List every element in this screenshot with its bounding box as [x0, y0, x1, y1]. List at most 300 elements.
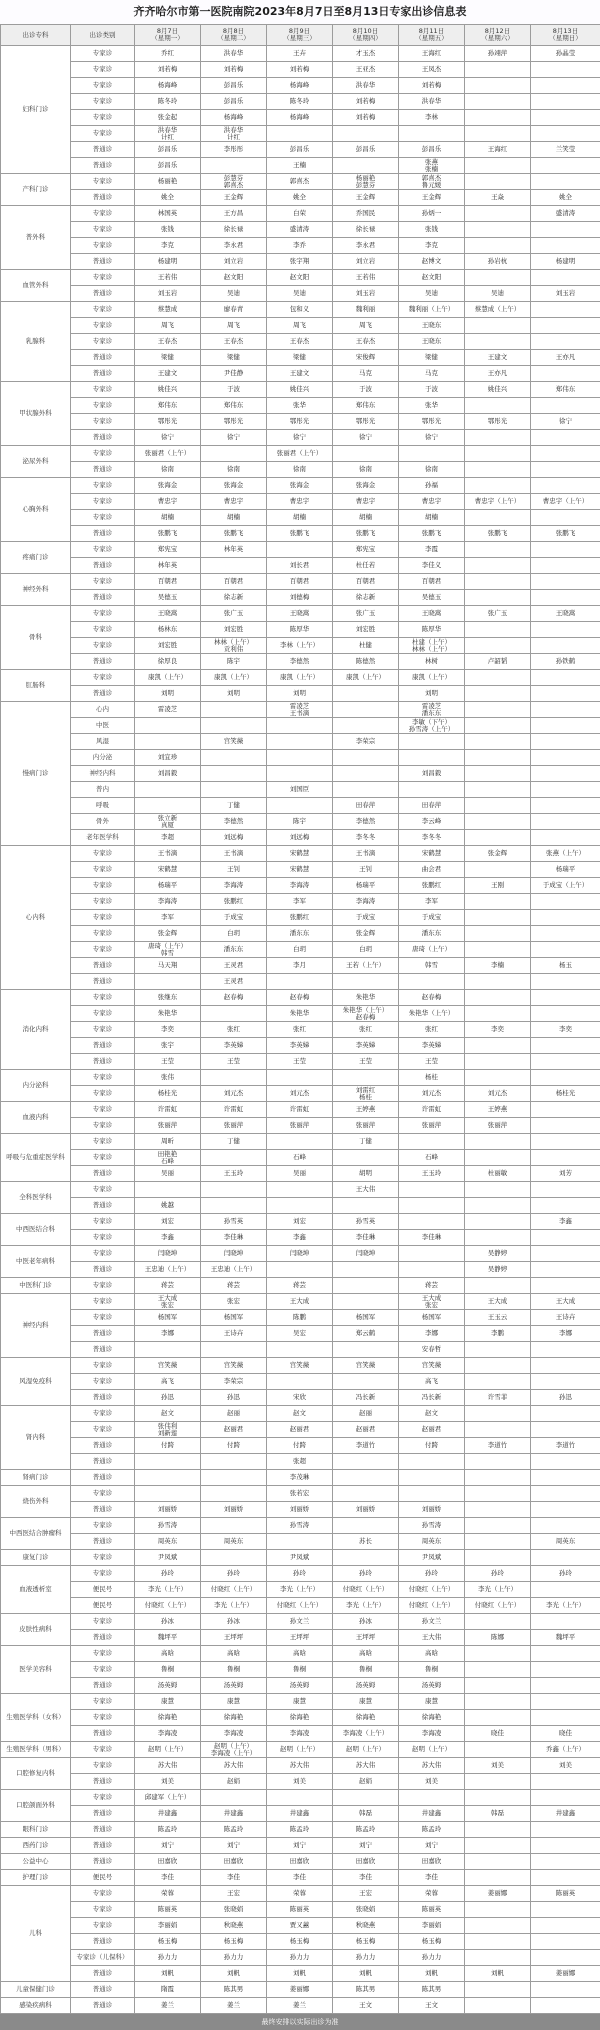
doctor-cell: [135, 782, 201, 798]
schedule-row: [1, 670, 600, 686]
doctor-cell: [465, 1854, 531, 1870]
doctor-cell: 白玥: [201, 926, 267, 942]
doctor-cell: 周飞: [267, 318, 333, 334]
doctor-cell: 李军: [399, 894, 465, 910]
schedule-row: [1, 1486, 600, 1502]
header-date: 8月7日: [135, 28, 200, 35]
doctor-cell: 孙炳一: [399, 206, 465, 222]
schedule-row: [1, 1662, 600, 1678]
doctor-cell: [531, 446, 600, 462]
doctor-cell: 刘宁: [201, 1838, 267, 1854]
doctor-cell: 蒋芸: [135, 1278, 201, 1294]
visit-type: 专家诊: [71, 1118, 135, 1134]
header-day: [135, 25, 201, 46]
doctor-cell: 林林（上午） 贡利伟: [201, 638, 267, 654]
doctor-cell: 陈厚华: [267, 622, 333, 638]
doctor-cell: 张鹏飞: [531, 526, 600, 542]
doctor-cell: 魏坪平: [531, 1630, 600, 1646]
doctor-cell: 李海凌（上午）: [333, 1726, 399, 1742]
doctor-cell: 李冬冬: [399, 830, 465, 846]
doctor-cell: [333, 1486, 399, 1502]
header-date: 8月12日: [465, 28, 530, 35]
doctor-cell: 孙冰: [135, 1614, 201, 1630]
schedule-row: [1, 174, 600, 190]
schedule-row: [1, 238, 600, 254]
doctor-cell: 孙玲: [399, 1566, 465, 1582]
doctor-cell: 吴静婷: [465, 1262, 531, 1278]
doctor-cell: 姚全: [267, 190, 333, 206]
doctor-cell: 付跨: [201, 1438, 267, 1454]
doctor-cell: 郑云鹤: [333, 1326, 399, 1342]
doctor-cell: 王海红: [465, 142, 531, 158]
doctor-cell: 魏坪平: [135, 1630, 201, 1646]
doctor-cell: 雷凌芝 王书滴: [267, 702, 333, 718]
doctor-cell: 刘若梅: [333, 110, 399, 126]
doctor-cell: [531, 1982, 600, 1998]
visit-type: 专家诊: [71, 46, 135, 62]
doctor-cell: 周英东: [399, 1534, 465, 1550]
doctor-cell: 张鹏飞: [333, 526, 399, 542]
visit-type: 普通诊: [71, 1838, 135, 1854]
doctor-cell: [531, 558, 600, 574]
doctor-cell: 洪春华 计红: [201, 126, 267, 142]
doctor-cell: [465, 926, 531, 942]
doctor-cell: 彭昌乐: [135, 142, 201, 158]
doctor-cell: 鄂彤光: [399, 414, 465, 430]
doctor-cell: 李海涛: [201, 878, 267, 894]
doctor-cell: 曹忠宇: [201, 494, 267, 510]
doctor-cell: 康凯（上午）: [267, 670, 333, 686]
doctor-cell: [465, 270, 531, 286]
schedule-row: [1, 606, 600, 622]
doctor-cell: 尹凤斌: [267, 1550, 333, 1566]
doctor-cell: 孙玲: [465, 1566, 531, 1582]
doctor-cell: 宋鹤慧: [135, 862, 201, 878]
schedule-row: [1, 478, 600, 494]
department-name: 风湿免疫科: [1, 1358, 71, 1406]
schedule-row: [1, 1534, 600, 1550]
doctor-cell: [531, 1278, 600, 1294]
doctor-cell: [465, 910, 531, 926]
doctor-cell: [465, 1678, 531, 1694]
doctor-cell: 赵娟: [201, 1774, 267, 1790]
department-name: 儿童保健门诊: [1, 1982, 71, 1998]
doctor-cell: 王婷燕: [333, 1102, 399, 1118]
doctor-cell: [399, 1134, 465, 1150]
doctor-cell: [267, 1262, 333, 1278]
doctor-cell: 百朝君: [399, 574, 465, 590]
department-name: 神经内科: [1, 1294, 71, 1358]
visit-type: 便民号: [71, 1598, 135, 1614]
doctor-cell: 田春萍: [333, 798, 399, 814]
doctor-cell: 刘玉岩: [135, 286, 201, 302]
visit-type: 专家诊: [71, 1070, 135, 1086]
doctor-cell: 赵丽君: [267, 1422, 333, 1438]
doctor-cell: 王玉云: [465, 1310, 531, 1326]
visit-type: 专家诊: [71, 1902, 135, 1918]
doctor-cell: 李丽娟: [135, 1918, 201, 1934]
doctor-cell: [333, 1790, 399, 1806]
schedule-row: [1, 318, 600, 334]
doctor-cell: 徐长禄: [333, 222, 399, 238]
doctor-cell: 廖春青: [201, 302, 267, 318]
doctor-cell: 姜丽娜: [267, 1982, 333, 1998]
doctor-cell: 王晓嵩: [267, 606, 333, 622]
visit-type: 专家诊: [71, 574, 135, 590]
doctor-cell: 王钊: [333, 862, 399, 878]
doctor-cell: [465, 462, 531, 478]
doctor-cell: 赵丽: [201, 1406, 267, 1422]
doctor-cell: 王诗卉: [531, 1310, 600, 1326]
doctor-cell: 王晓东: [399, 318, 465, 334]
schedule-row: [1, 1246, 600, 1262]
doctor-cell: 赵丽君: [333, 1422, 399, 1438]
doctor-cell: 杨海峰: [267, 78, 333, 94]
doctor-cell: [465, 1038, 531, 1054]
doctor-cell: 李道竹: [333, 1438, 399, 1454]
visit-type: 普通诊: [71, 686, 135, 702]
visit-type: 专家诊: [71, 494, 135, 510]
doctor-cell: 朱艳华: [333, 990, 399, 1006]
doctor-cell: 赵明（上午）: [399, 1742, 465, 1758]
doctor-cell: 荣蓉: [135, 1886, 201, 1902]
doctor-cell: [465, 814, 531, 830]
doctor-cell: [135, 1342, 201, 1358]
doctor-cell: 王焱: [465, 190, 531, 206]
doctor-cell: 王刚: [465, 878, 531, 894]
schedule-row: [1, 1006, 600, 1022]
doctor-cell: [267, 750, 333, 766]
doctor-cell: 杜建（上午） 林林（上午）: [399, 638, 465, 654]
doctor-cell: [531, 1694, 600, 1710]
doctor-cell: [465, 158, 531, 174]
doctor-cell: [201, 702, 267, 718]
visit-type: 专家诊: [71, 1422, 135, 1438]
visit-type: 专家诊: [71, 1310, 135, 1326]
doctor-cell: 宫笑薇: [201, 1358, 267, 1374]
header-visit-type: 出诊类别: [71, 25, 135, 46]
doctor-cell: 张丽萍: [201, 1118, 267, 1134]
doctor-cell: 张红: [267, 1022, 333, 1038]
doctor-cell: 刘丽娇: [135, 1502, 201, 1518]
doctor-cell: [201, 1486, 267, 1502]
doctor-cell: [465, 1790, 531, 1806]
doctor-cell: 张钱: [399, 222, 465, 238]
visit-type: 专家诊: [71, 1614, 135, 1630]
doctor-cell: 徐南: [399, 462, 465, 478]
doctor-cell: 苏大伟: [135, 1758, 201, 1774]
doctor-cell: 李佳: [333, 1870, 399, 1886]
doctor-cell: 王春杰: [333, 334, 399, 350]
schedule-row: [1, 1678, 600, 1694]
doctor-cell: 张鹏红: [201, 894, 267, 910]
schedule-row: [1, 1294, 600, 1310]
doctor-cell: [465, 622, 531, 638]
doctor-cell: 朱艳华: [267, 1006, 333, 1022]
schedule-row: [1, 1390, 600, 1406]
doctor-cell: [531, 78, 600, 94]
doctor-cell: 徐宁: [399, 430, 465, 446]
visit-type: 专家诊: [71, 238, 135, 254]
schedule-row: [1, 1118, 600, 1134]
doctor-cell: [465, 1182, 531, 1198]
doctor-cell: 宋鹤慧: [267, 862, 333, 878]
doctor-cell: [465, 862, 531, 878]
department-name: 护理门诊: [1, 1870, 71, 1886]
visit-type: 专家诊: [71, 1550, 135, 1566]
doctor-cell: [333, 750, 399, 766]
doctor-cell: 杨玉梅: [201, 1934, 267, 1950]
doctor-cell: 周英东: [531, 1534, 600, 1550]
doctor-cell: 赵明（上午）: [135, 1742, 201, 1758]
schedule-row: [1, 1422, 600, 1438]
doctor-cell: 王春杰: [201, 334, 267, 350]
schedule-row: [1, 702, 600, 718]
doctor-cell: 付晓红（上午）: [399, 1582, 465, 1598]
doctor-cell: 李茂琳: [267, 1470, 333, 1486]
visit-type: 专家诊: [71, 334, 135, 350]
doctor-cell: 汤英姆: [333, 1678, 399, 1694]
schedule-row: [1, 830, 600, 846]
schedule-row: [1, 302, 600, 318]
doctor-cell: [201, 1182, 267, 1198]
doctor-cell: 刘若梅: [399, 78, 465, 94]
doctor-cell: 马克: [399, 366, 465, 382]
doctor-cell: [465, 1502, 531, 1518]
doctor-cell: [465, 1454, 531, 1470]
doctor-cell: 许雷虹: [267, 1102, 333, 1118]
doctor-cell: [201, 1070, 267, 1086]
doctor-cell: [201, 1006, 267, 1022]
doctor-cell: 王春杰: [135, 334, 201, 350]
visit-type: 普通诊: [71, 1502, 135, 1518]
doctor-cell: 刘宏胜: [333, 622, 399, 638]
doctor-cell: 康凯（上午）: [399, 670, 465, 686]
doctor-cell: 李佳: [201, 1870, 267, 1886]
schedule-row: [1, 1406, 600, 1422]
doctor-cell: 孙雪英: [333, 1214, 399, 1230]
doctor-cell: 李永君: [333, 238, 399, 254]
doctor-cell: 刘元杰: [465, 1086, 531, 1102]
schedule-row: [1, 782, 600, 798]
doctor-cell: 井建鑫: [531, 1806, 600, 1822]
doctor-cell: 闫晓坤: [333, 1246, 399, 1262]
doctor-cell: [465, 398, 531, 414]
visit-type: 普通诊: [71, 1166, 135, 1182]
department-name: 眼科门诊: [1, 1822, 71, 1838]
doctor-cell: [399, 750, 465, 766]
doctor-cell: 孙文兰: [399, 1614, 465, 1630]
doctor-cell: 杜丽敏: [465, 1166, 531, 1182]
schedule-row: [1, 1358, 600, 1374]
department-name: 儿科: [1, 1886, 71, 1982]
doctor-cell: 赵春梅: [399, 990, 465, 1006]
doctor-cell: [531, 1262, 600, 1278]
doctor-cell: [531, 222, 600, 238]
doctor-cell: [465, 1982, 531, 1998]
doctor-cell: 付晓红（上午）: [267, 1598, 333, 1614]
visit-type: 普通诊: [71, 286, 135, 302]
schedule-row: [1, 110, 600, 126]
doctor-cell: [465, 750, 531, 766]
doctor-cell: 张鹏飞: [399, 526, 465, 542]
visit-type: 专家诊: [71, 1102, 135, 1118]
doctor-cell: 赵博文: [399, 254, 465, 270]
doctor-cell: 鄂彤光: [201, 414, 267, 430]
doctor-cell: 雷凌芝: [135, 702, 201, 718]
doctor-cell: 姜丽娜: [531, 1966, 600, 1982]
doctor-cell: [465, 238, 531, 254]
visit-type: 专家诊: [71, 510, 135, 526]
visit-type: 普通诊: [71, 1966, 135, 1982]
doctor-cell: 王金辉: [333, 190, 399, 206]
schedule-row: [1, 398, 600, 414]
doctor-cell: [531, 1454, 600, 1470]
schedule-row: [1, 878, 600, 894]
doctor-cell: [531, 1134, 600, 1150]
doctor-cell: [135, 1454, 201, 1470]
doctor-cell: 刘帆: [201, 1966, 267, 1982]
doctor-cell: 苏长: [333, 1534, 399, 1550]
doctor-cell: 陈其男: [333, 1982, 399, 1998]
doctor-cell: 王晓东: [399, 334, 465, 350]
doctor-cell: 吴迪: [201, 286, 267, 302]
doctor-cell: 林树: [399, 654, 465, 670]
doctor-cell: [399, 782, 465, 798]
doctor-cell: 徐宁: [333, 430, 399, 446]
doctor-cell: 张燕（上午）: [531, 846, 600, 862]
doctor-cell: 刘元杰: [201, 1086, 267, 1102]
doctor-cell: 王莹: [399, 1054, 465, 1070]
doctor-cell: 井建鑫: [267, 1806, 333, 1822]
doctor-cell: [465, 510, 531, 526]
doctor-cell: [465, 1214, 531, 1230]
doctor-cell: [201, 1790, 267, 1806]
visit-type: 专家诊: [71, 1646, 135, 1662]
doctor-cell: 陈宇: [201, 654, 267, 670]
department-name: 乳腺科: [1, 302, 71, 382]
doctor-cell: [267, 1534, 333, 1550]
doctor-cell: 孙玲: [135, 1566, 201, 1582]
department-name: 普外科: [1, 206, 71, 270]
schedule-row: [1, 1230, 600, 1246]
doctor-cell: 孙力力: [333, 1950, 399, 1966]
doctor-cell: 于成宝: [201, 910, 267, 926]
schedule-row: [1, 350, 600, 366]
department-name: 感染疾病科: [1, 1998, 71, 2014]
doctor-cell: 吴宏: [267, 1326, 333, 1342]
doctor-cell: 姜兰: [201, 1998, 267, 2014]
doctor-cell: [267, 766, 333, 782]
header-weekday: （星期二）: [201, 35, 266, 42]
doctor-cell: [531, 1406, 600, 1422]
doctor-cell: 李荣宗: [201, 1374, 267, 1390]
doctor-cell: 蒋芸: [399, 1278, 465, 1294]
visit-type: 专家诊: [71, 1406, 135, 1422]
doctor-cell: 吴迪: [399, 286, 465, 302]
doctor-cell: [399, 974, 465, 990]
doctor-cell: 赵文阳: [399, 270, 465, 286]
doctor-cell: 姜兰: [267, 1998, 333, 2014]
visit-type: 普通诊: [71, 1038, 135, 1054]
visit-type: 普内: [71, 782, 135, 798]
department-name: 烧伤外科: [1, 1486, 71, 1518]
doctor-cell: 彭慧芬 郭喜杰: [201, 174, 267, 190]
schedule-row: [1, 910, 600, 926]
doctor-cell: 于波: [399, 382, 465, 398]
visit-type: 普通诊: [71, 1198, 135, 1214]
doctor-cell: 李永君: [201, 238, 267, 254]
schedule-row: [1, 286, 600, 302]
doctor-cell: 才玉杰: [333, 46, 399, 62]
header-date: 8月8日: [201, 28, 266, 35]
schedule-row: [1, 590, 600, 606]
doctor-cell: [399, 1262, 465, 1278]
doctor-cell: 鲁桐: [333, 1662, 399, 1678]
doctor-cell: 鄂彤光: [267, 414, 333, 430]
doctor-cell: [135, 1486, 201, 1502]
doctor-cell: [399, 446, 465, 462]
doctor-cell: [465, 1470, 531, 1486]
doctor-cell: 姚越: [135, 1198, 201, 1214]
schedule-row: [1, 1582, 600, 1598]
doctor-cell: [333, 158, 399, 174]
doctor-cell: 王金辉: [201, 190, 267, 206]
doctor-cell: 李德然: [201, 814, 267, 830]
doctor-cell: [333, 1150, 399, 1166]
doctor-cell: 林年英: [201, 542, 267, 558]
doctor-cell: 王诗卉: [201, 1326, 267, 1342]
doctor-cell: 刘若梅: [267, 62, 333, 78]
doctor-cell: 刘丽娇: [399, 1502, 465, 1518]
department-name: 肛肠科: [1, 670, 71, 702]
schedule-row: [1, 846, 600, 862]
doctor-cell: 徐海艳: [399, 1710, 465, 1726]
doctor-cell: 王灵君: [201, 974, 267, 990]
doctor-cell: 百朝君: [333, 574, 399, 590]
doctor-cell: 鄂彤光: [465, 414, 531, 430]
doctor-cell: 尹佳静: [201, 366, 267, 382]
doctor-cell: [531, 686, 600, 702]
doctor-cell: 刘长君: [267, 558, 333, 574]
schedule-row: [1, 1134, 600, 1150]
doctor-cell: 韩雪: [399, 958, 465, 974]
doctor-cell: 刘帆: [135, 1966, 201, 1982]
doctor-cell: [531, 942, 600, 958]
doctor-cell: 胡明: [333, 1166, 399, 1182]
doctor-cell: 徐宁: [201, 430, 267, 446]
schedule-row: [1, 1598, 600, 1614]
doctor-cell: 张立新 真厦: [135, 814, 201, 830]
doctor-cell: 高晗: [333, 1646, 399, 1662]
header-day: [531, 25, 600, 46]
doctor-cell: [531, 622, 600, 638]
doctor-cell: 于成宝: [333, 910, 399, 926]
doctor-cell: 闫晓坤: [135, 1246, 201, 1262]
doctor-cell: [465, 702, 531, 718]
schedule-row: [1, 1086, 600, 1102]
schedule-row: [1, 1982, 600, 1998]
visit-type: 普通诊: [71, 1326, 135, 1342]
doctor-cell: 王晓嵩: [135, 606, 201, 622]
doctor-cell: 李娜: [399, 1326, 465, 1342]
doctor-cell: 徐海艳: [201, 1710, 267, 1726]
department-name: 全科医学科: [1, 1182, 71, 1214]
doctor-cell: 宋鹤慧: [267, 846, 333, 862]
doctor-cell: 李楠: [465, 958, 531, 974]
schedule-row: [1, 990, 600, 1006]
schedule-row: [1, 1454, 600, 1470]
